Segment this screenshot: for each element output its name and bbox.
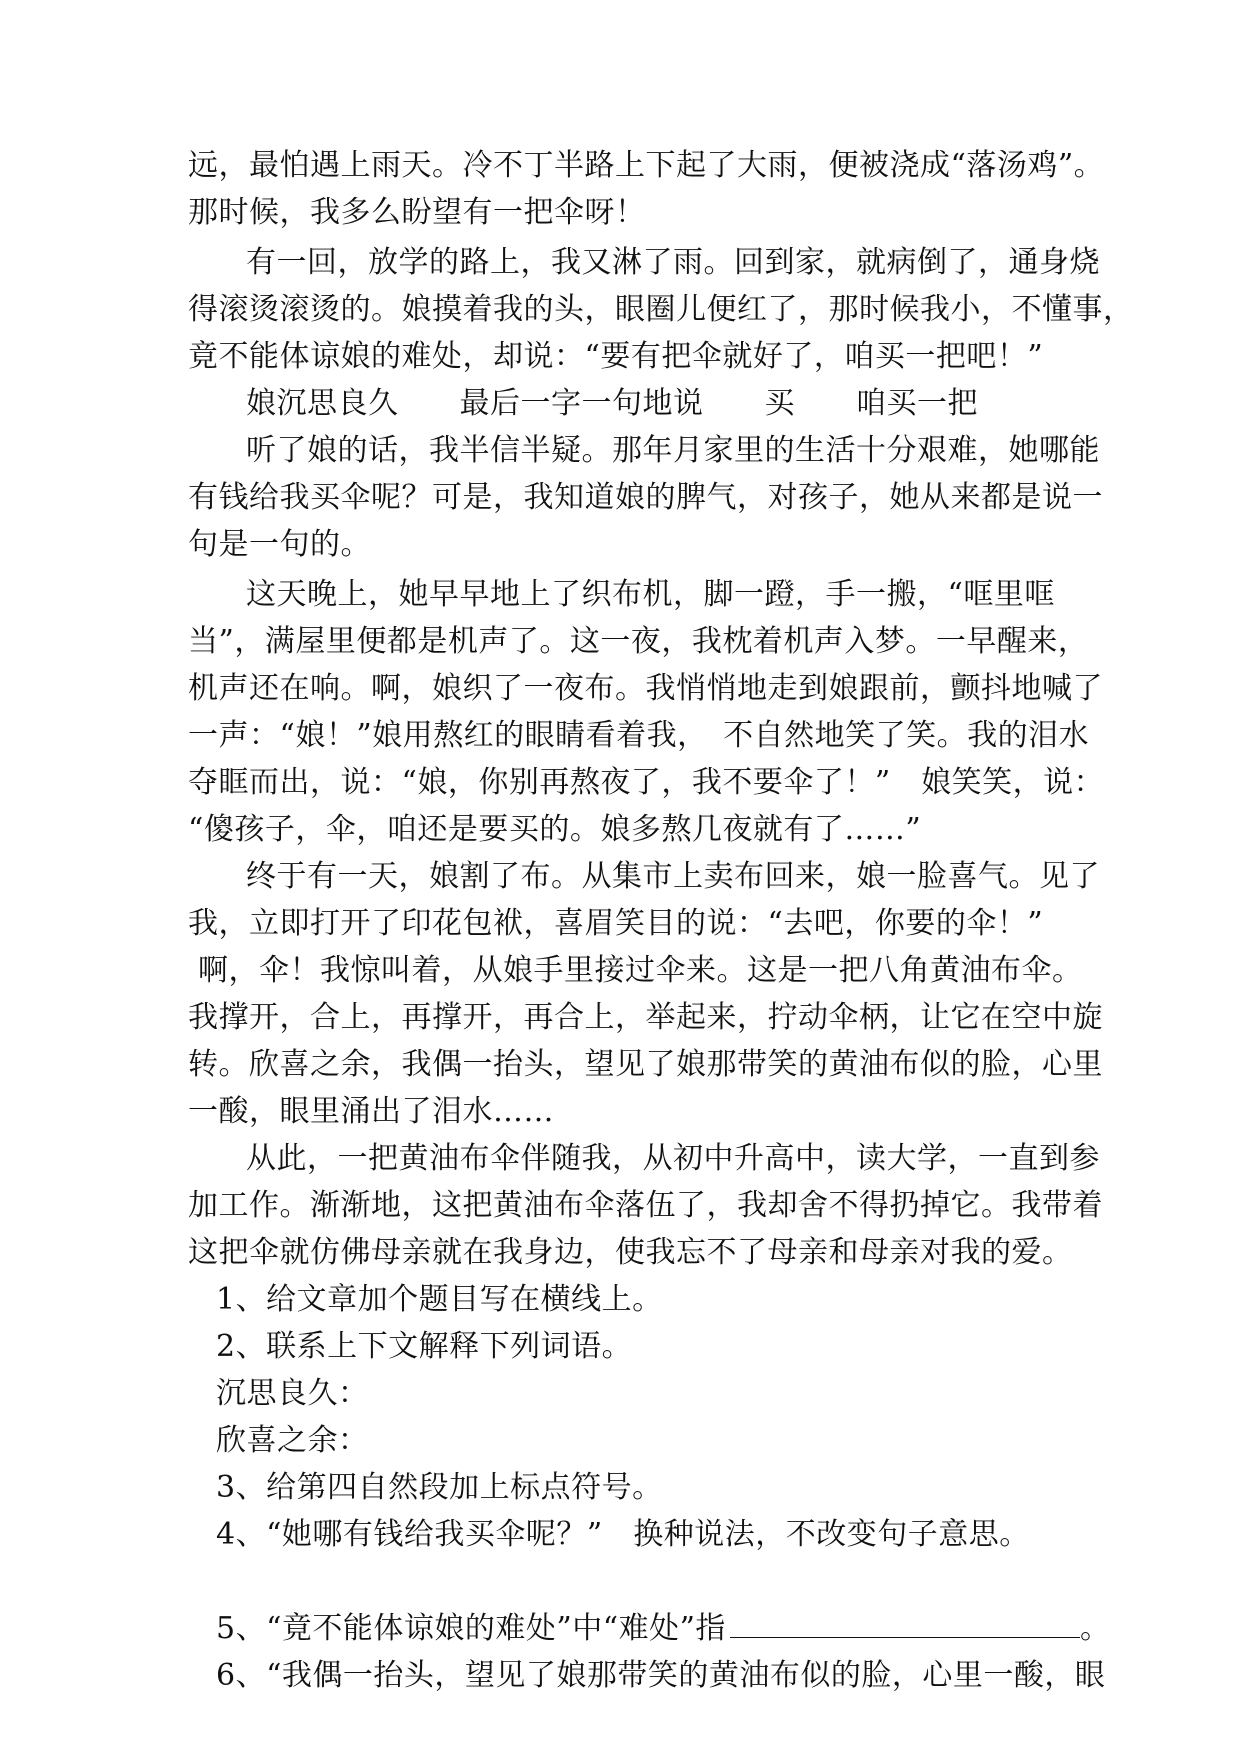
question-1: 1、给文章加个题目写在横线上。 <box>216 1282 663 1317</box>
question-6: 6、“我偶一抬头，望见了娘那带笑的黄油布似的脸，心里一酸，眼 <box>216 1658 1106 1693</box>
story-line: 有钱给我买伞呢？可是，我知道娘的脾气，对孩子，她从来都是说一 <box>188 480 1103 515</box>
question-4: 4、“她哪有钱给我买伞呢？” 换种说法，不改变句子意思。 <box>216 1517 1030 1552</box>
story-line: 转。欣喜之余，我偶一抬头，望见了娘那带笑的黄油布似的脸，心里 <box>188 1047 1103 1082</box>
story-line: 夺眶而出，说：“娘，你别再熬夜了，我不要伞了！” 娘笑笑，说： <box>188 765 1105 800</box>
story-line: 听了娘的话，我半信半疑。那年月家里的生活十分艰难，她哪能 <box>246 433 1100 468</box>
story-line: 句是一句的。 <box>188 527 371 562</box>
story-line: 有一回，放学的路上，我又淋了雨。回到家，就病倒了，通身烧 <box>246 245 1100 280</box>
story-line: 那时候，我多么盼望有一把伞呀！ <box>188 195 646 230</box>
question-2-term-1: 沉思良久： <box>216 1376 369 1411</box>
story-line: 机声还在响。啊，娘织了一夜布。我悄悄地走到娘跟前，颤抖地喊了 <box>188 671 1103 706</box>
question-5-text: 5、“竟不能体谅娘的难处”中“难处”指 <box>216 1611 726 1646</box>
story-line: 娘沉思良久 最后一字一句地说 买 咱买一把 <box>246 386 978 421</box>
story-line: “傻孩子，伞，咱还是要买的。娘多熬几夜就有了……” <box>188 812 922 847</box>
question-2: 2、联系上下文解释下列词语。 <box>216 1329 633 1364</box>
story-line: 得滚烫滚烫的。娘摸着我的头，眼圈儿便红了，那时候我小，不懂事， <box>188 292 1134 327</box>
story-line: 终于有一天，娘割了布。从集市上卖布回来，娘一脸喜气。见了 <box>246 859 1100 894</box>
story-line: 加工作。渐渐地，这把黄油布伞落伍了，我却舍不得扔掉它。我带着 <box>188 1188 1103 1223</box>
answer-blank[interactable] <box>730 1611 1080 1638</box>
story-line: 从此，一把黄油布伞伴随我，从初中升高中，读大学，一直到参 <box>246 1141 1100 1176</box>
question-3: 3、给第四自然段加上标点符号。 <box>216 1470 663 1505</box>
story-line: 这天晚上，她早早地上了织布机，脚一蹬，手一搬，“哐里哐 <box>246 577 1055 612</box>
story-line: 这把伞就仿佛母亲就在我身边，使我忘不了母亲和母亲对我的爱。 <box>188 1235 1073 1270</box>
question-2-term-2: 欣喜之余： <box>216 1423 369 1458</box>
story-line: 远，最怕遇上雨天。冷不丁半路上下起了大雨，便被浇成“落汤鸡”。 <box>188 148 1105 183</box>
story-line: 一酸，眼里涌出了泪水…… <box>188 1094 554 1129</box>
story-line: 我，立即打开了印花包袱，喜眉笑目的说：“去吧，你要的伞！” <box>188 906 1044 941</box>
story-line: 我撑开，合上，再撑开，再合上，举起来，拧动伞柄，让它在空中旋 <box>188 1000 1103 1035</box>
story-line: 竟不能体谅娘的难处，却说：“要有把伞就好了，咱买一把吧！” <box>188 339 1044 374</box>
story-line: 一声：“娘！”娘用熬红的眼睛看着我， 不自然地笑了笑。我的泪水 <box>188 718 1090 753</box>
question-5-end: 。 <box>1079 1611 1111 1646</box>
question-5 <box>216 1609 1110 1649</box>
story-line: 啊，伞！我惊叫着，从娘手里接过伞来。这是一把八角黄油布伞。 <box>198 953 1083 988</box>
story-line: 当”，满屋里便都是机声了。这一夜，我枕着机声入梦。一早醒来， <box>188 624 1089 659</box>
